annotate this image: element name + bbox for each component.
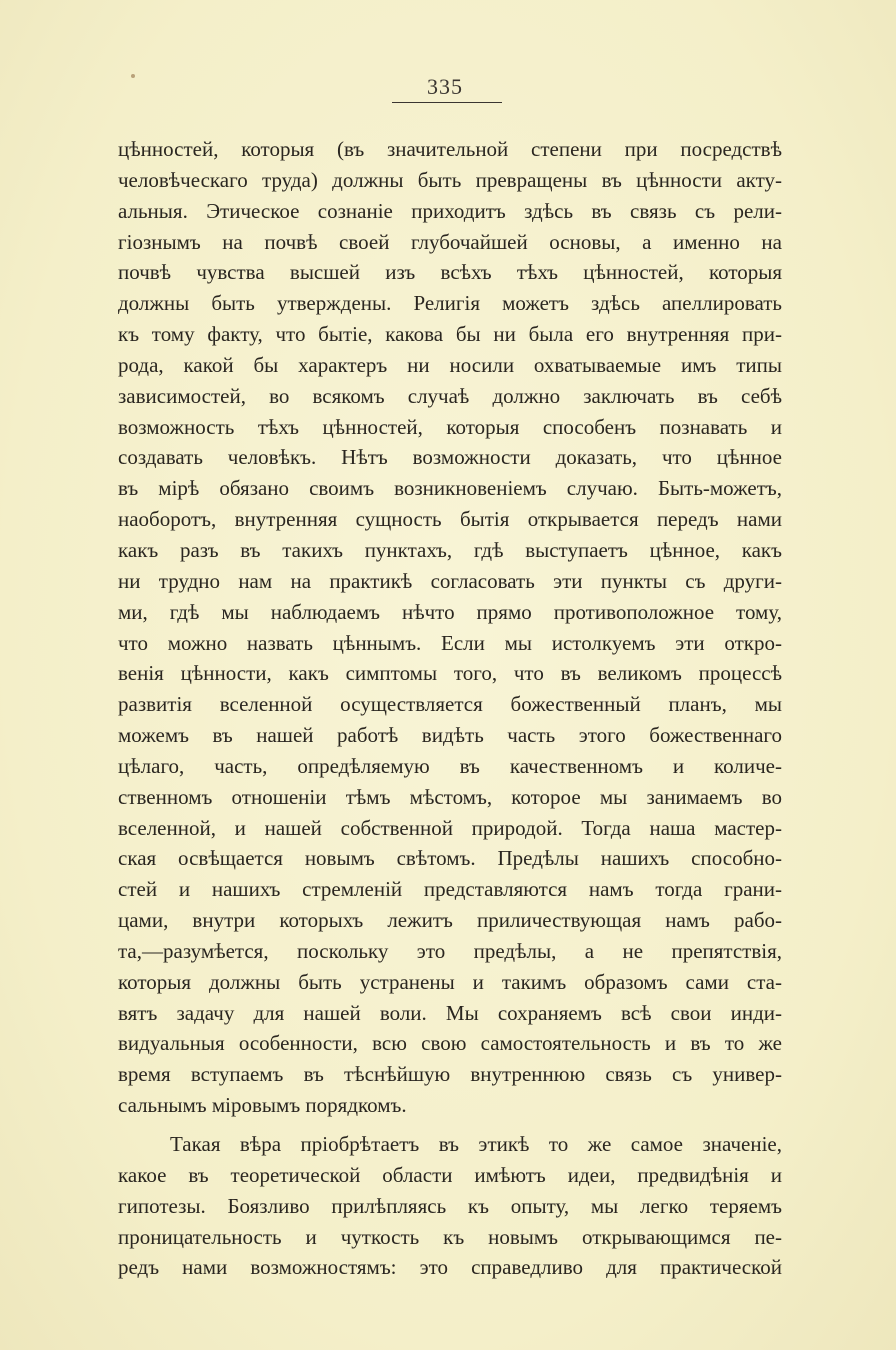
text-line: стей и нашихъ стремленій представляются намъ тогда грани- (118, 877, 782, 902)
text-line: цами, внутри которыхъ лежитъ приличествующая намъ рабо- (118, 908, 782, 933)
text-line: ская освѣщается новымъ свѣтомъ. Предѣлы нашихъ способно- (118, 846, 782, 871)
text-line: къ тому факту, что бытіе, какова бы ни была его внутренняя при- (118, 322, 782, 347)
body-text (118, 134, 782, 1283)
text-line: гіознымъ на почвѣ своей глубочайшей основы, а именно на (118, 229, 782, 254)
text-line: что можно назвать цѣннымъ. Если мы истолкуемъ эти откро- (118, 630, 782, 655)
paragraph-2 (118, 1129, 782, 1283)
text-line: которыя должны быть устранены и такимъ образомъ сами ста- (118, 969, 782, 994)
text-line: какъ разъ въ такихъ пунктахъ, гдѣ выступаетъ цѣнное, какъ (118, 537, 782, 562)
text-line: наоборотъ, внутренняя сущность бытія открывается передъ нами (118, 507, 782, 532)
text-line: проницательность и чуткость къ новымъ открывающимся пе- (118, 1224, 782, 1249)
text-line: почвѣ чувства высшей изъ всѣхъ тѣхъ цѣнностей, которыя (118, 260, 782, 285)
text-line: вселенной, и нашей собственной природой. Тогда наша мастер- (118, 815, 782, 840)
text-line: видуальныя особенности, всю свою самостоятельность и въ то же (118, 1031, 782, 1056)
paragraph-gap (118, 1121, 782, 1129)
text-line: ни трудно нам на практикѣ согласовать эти пункты съ други- (118, 568, 782, 593)
text-line: зависимостей, во всякомъ случаѣ должно заключать въ себѣ (118, 383, 782, 408)
text-line: сальнымъ міровымъ порядкомъ. (118, 1093, 407, 1118)
text-line: редъ нами возможностямъ: это справедливо для практической (118, 1255, 782, 1280)
text-line: въ мірѣ обязано своимъ возникновеніемъ случаю. Быть-можетъ, (118, 476, 782, 501)
text-line: венія цѣнности, какъ симптомы того, что въ великомъ процессѣ (118, 661, 782, 686)
text-line: Такая вѣра пріобрѣтаетъ въ этикѣ то же самое значеніе, (170, 1132, 782, 1156)
text-line: развитія вселенной осуществляется божественный планъ, мы (118, 692, 782, 717)
text-line: вятъ задачу для нашей воли. Мы сохраняемъ всѣ свои инди- (118, 1000, 782, 1025)
text-line: время вступаемъ въ тѣснѣйшую внутреннюю связь съ универ- (118, 1062, 782, 1087)
text-line: рода, какой бы характеръ ни носили охватываемые имъ типы (118, 352, 782, 377)
text-line: альныя. Этическое сознаніе приходитъ здѣсь въ связь съ рели- (118, 198, 782, 223)
text-line: можемъ въ нашей работѣ видѣть часть этого божественнаго (118, 723, 782, 748)
page-number: 335 (427, 74, 463, 99)
paper-speck (131, 74, 135, 78)
page-number-rule (392, 102, 502, 103)
text-line: какое въ теоретической области имѣютъ идеи, предвидѣнія и (118, 1162, 782, 1187)
text-line: ственномъ отношеніи тѣмъ мѣстомъ, которое мы занимаемъ во (118, 784, 782, 809)
text-line: цѣнностей, которыя (въ значительной степени при посредствѣ (118, 137, 782, 161)
text-line: гипотезы. Боязливо прилѣпляясь къ опыту, мы легко теряемъ (118, 1193, 782, 1218)
text-line: человѣческаго труда) должны быть превращены въ цѣнности акту- (118, 167, 782, 192)
text-line: создавать человѣкъ. Нѣтъ возможности доказать, что цѣнное (118, 445, 782, 470)
paragraph-1 (118, 134, 782, 1121)
text-line: та,—разумѣется, поскольку это предѣлы, а не препятствія, (118, 938, 782, 963)
text-line: возможность тѣхъ цѣнностей, которыя способенъ познавать и (118, 414, 782, 439)
text-line: должны быть утверждены. Религія можетъ здѣсь апеллировать (118, 291, 782, 316)
text-line: цѣлаго, часть, опредѣляемую въ качественномъ и количе- (118, 753, 782, 778)
text-line: ми, гдѣ мы наблюдаемъ нѣчто прямо противоположное тому, (118, 599, 782, 624)
